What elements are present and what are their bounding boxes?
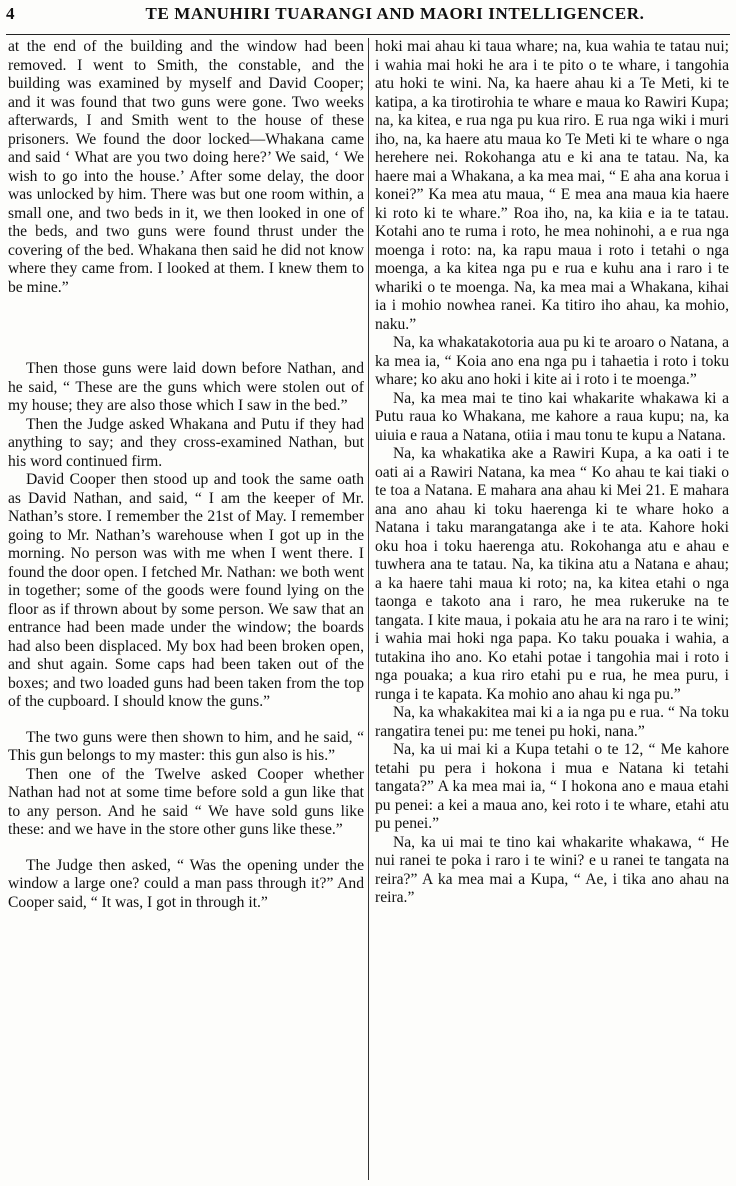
page-header (0, 2, 736, 30)
spacer (8, 712, 364, 729)
maori-paragraph-1: hoki mai ahau ki taua whare; na, kua wahia te tatau nui; i wahia mai hoki he ara i te pito o te whare, i tangohia atu hoki te wini. Na, ka haere ahau ki a Te Meti, ki te katipa, a ka tirotirohia te whare e maua ko Rawiri Kupa; na, ka kitea, e rua nga pu kua riro. E rua nga wiki i muri iho, na, ka haere atu maua ko Te Meti ki te whare o nga herehere nei. Rokohanga atu e ki ana te tatau. Na, ka haere mai a Whakana, a ka mea mai, “ E aha ana korua i konei?” Ka mea atu maua, “ E mea ana maua kia haere ki roto ki te whare.” Roa iho, na, ka kiia e ia te tatau. Kotahi ano te ruma i roto, he mea nohinohi, a e rua nga moenga i roto: na, ka rapu maua i roto i tetahi o nga moenga, a ka kitea nga pu e rua e kuhu ana i raro i te whariki o te moenga. Na, ka mea mai a Whakana, kihai ia i mohio nowhea ranei. Ka titiro iho ahau, ka mohio, naku.” (375, 38, 729, 333)
spacer (8, 840, 364, 857)
maori-paragraph-6: Na, ka ui mai ki a Kupa tetahi o te 12, “ Me kahore tetahi pu pera i hokona i mua e Natana ki tetahi tangata?” A ka mea mai ia, “ I hokona ano e maua etahi pu penei: a kei a maua ano, kei roto i te whare, etahi atu pu penei.” (375, 741, 729, 832)
english-paragraph-3: Then the Judge asked Whakana and Putu if they had anything to say; and they cross-examined Nathan, but his word continued firm. (8, 415, 364, 470)
maori-paragraph-2: Na, ka whakatakotoria aua pu ki te aroaro o Natana, a ka mea ia, “ Koia ano ena nga pu i tahaetia i roto i toku whare; ko aku ano hoki i kite ai i roto i te moenga.” (375, 334, 729, 388)
running-title: TE MANUHIRI TUARANGI AND MAORI INTELLIGENCER. (145, 4, 645, 23)
maori-paragraph-3: Na, ka mea mai te tino kai whakarite whakawa ki a Putu raua ko Whakana, me kahore a raua kupu; na, ka uiuia e raua a Natana, otiia i mau tonu te kupu a Natana. (375, 389, 729, 444)
english-paragraph-5: The two guns were then shown to him, and he said, “ This gun belongs to my master: this gun also is his.” (8, 728, 364, 764)
spacer (8, 297, 364, 360)
english-paragraph-1: at the end of the building and the window had been removed. I went to Smith, the constable, and the building was examined by myself and David Cooper; and it was found that two guns were gone. Two weeks afterwards, I and Smith went to the house of these prisoners. We found the door locked—Whakana came and said ‘ What are you two doing here?’ We said, ‘ We wish to go into the house.’ After some delay, the door was unlocked by him. There was but one room within, a small one, and two beds in it, we then looked in one of the beds, and two guns were found thrust under the covering of the bed. Whakana then said he did not know where they came from. I looked at them. I knew them to be mine.” (8, 38, 364, 296)
page-number: 4 (6, 4, 15, 23)
maori-paragraph-4: Na, ka whakatika ake a Rawiri Kupa, a ka oati i te oati ai a Rawiri Natana, ka mea “ Ko ahau te kai tiaki o te toa a Natana. E mahara ana ahau ki Mei 21. E mahara ana ano ahau ki toku haerenga ki te whare hoko a Natana i taku marangatanga ake i te ata. Kahore hoki oku hoa i toku haerenga atu. Rokohanga atu e ahau e tuwhera ana te tatau. Na, ka tikina atu a Natana e ahau; a ka haere tahi maua ki roto; na, ka kitea etahi o nga taonga e takoto ana i raro, he mea rukeruke na te tangata. I kite maua, i pokaia atu he ara na raro i te wini; i wahia mai hoki nga papa. Ko taku pouaka i wahia, a tutakina iho ano. Ko etahi potae i tangohia mai i roto i nga pouaka; a kua riro etahi pu e rua, he mea puru, i runga i te kapata. Ka mohio ano ahau ki nga pu.” (375, 445, 729, 703)
column-divider (368, 38, 369, 1180)
english-paragraph-7: The Judge then asked, “ Was the opening under the window a large one? could a man pass through it?” And Cooper said, “ It was, I got in through it.” (8, 856, 364, 911)
maori-paragraph-7: Na, ka ui mai te tino kai whakarite whakawa, “ He nui ranei te poka i raro i te wini? e u ranei te tangata na reira?” A ka mea mai a Kupa, “ Ae, i tika ano ahau na reira.” (375, 833, 729, 906)
english-paragraph-4: David Cooper then stood up and took the same oath as David Nathan, and said, “ I am the keeper of Mr. Nathan’s store. I remember the 21st of May. I remember going to Mr. Nathan’s warehouse when I got up in the morning. No person was with me when I went there. I found the door open. I fetched Mr. Nathan: we both went in together; some of the goods were found lying on the floor as if thrown about by some person. We saw that an entrance had been made under the window; the boards had also been displaced. My box had been broken open, and shut again. Some caps had been taken out of the boxes; and two loaded guns had been taken from the top of the cupboard. I should know the guns.” (8, 471, 364, 710)
header-rule (6, 34, 730, 35)
maori-column (375, 38, 729, 908)
maori-paragraph-5: Na, ka whakakitea mai ki a ia nga pu e rua. “ Na toku rangatira tenei pu: me tenei pu hoki, nana.” (375, 704, 729, 740)
english-paragraph-2: Then those guns were laid down before Nathan, and he said, “ These are the guns which were stolen out of my house; they are also those which I saw in the bed.” (8, 360, 364, 414)
english-column (8, 38, 364, 912)
english-paragraph-6: Then one of the Twelve asked Cooper whether Nathan had not at some time before sold a gun like that to any person. And he said “ We have sold guns like these: and we have in the store other guns like these.” (8, 765, 364, 838)
